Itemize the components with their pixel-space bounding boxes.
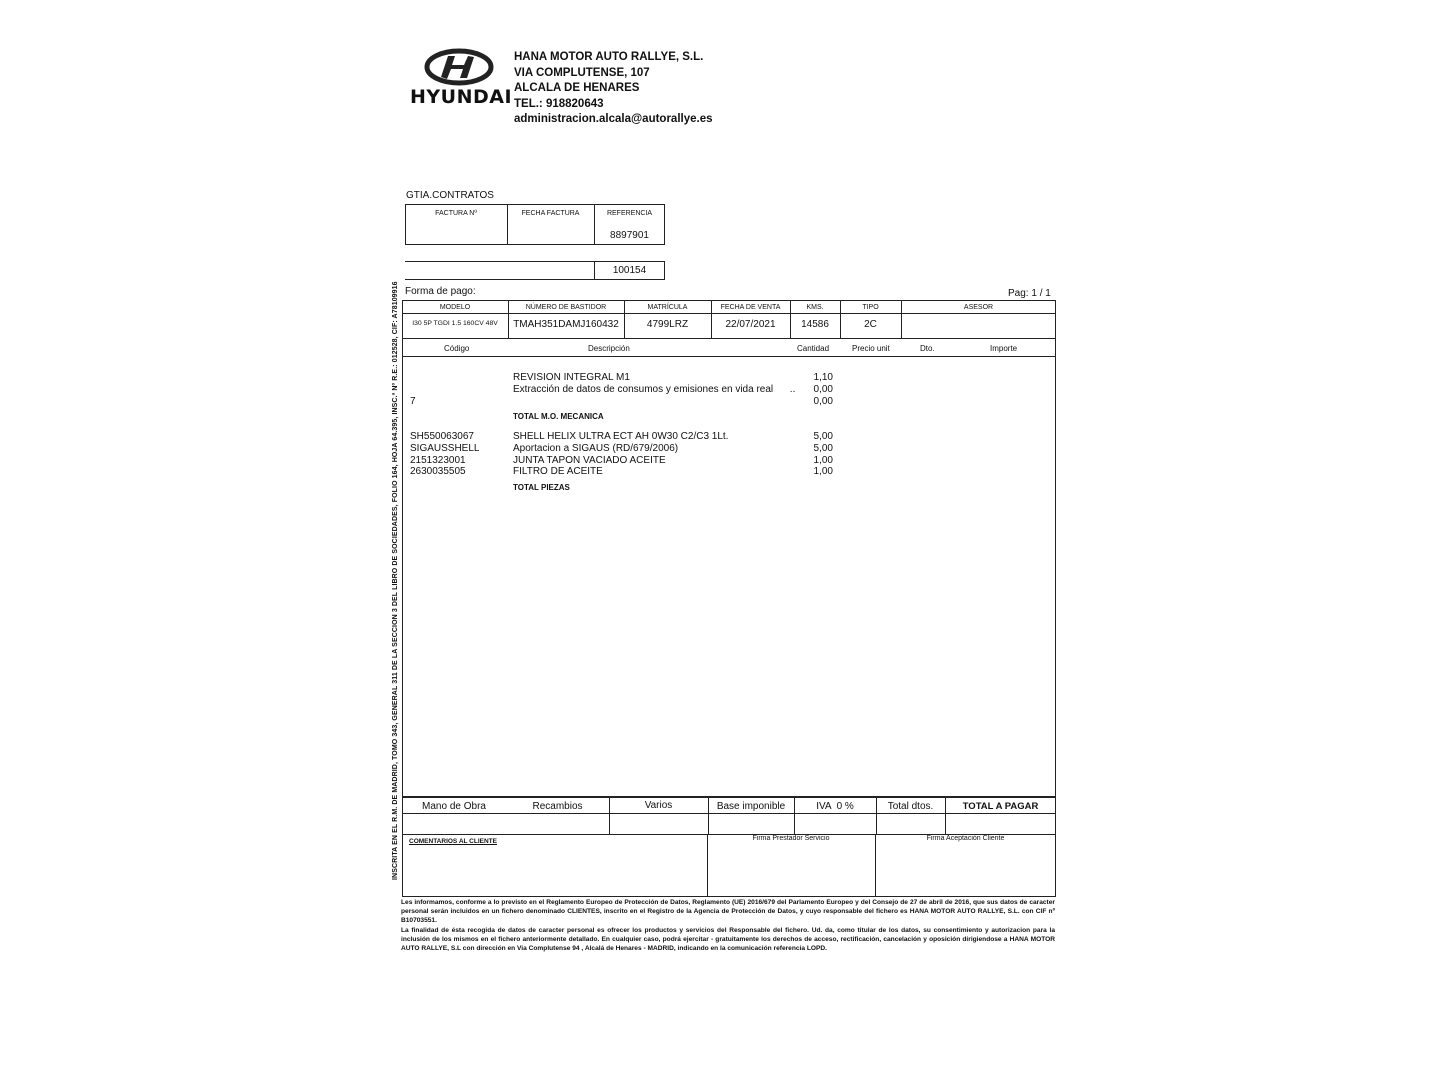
payment-label: Forma de pago: [405, 286, 476, 297]
model-value: I30 5P TGDI 1.5 160CV 48V [412, 320, 498, 327]
line-description: REVISION INTEGRAL M1 [513, 372, 630, 383]
line-code: SIGAUSSHELL [410, 443, 480, 454]
legal-paragraph-1: Les informamos, conforme a lo previsto en el Reglamento Europeo de Protección de Datos, Reglamento (UE) 2016/679 del Parlamento Europeo y del Consejo de 27 de abril de 2016, que sus datos de caracter personal serán incluidos en un fichero denominado CLIENTES, inscrito en el Registro de la Agencia de Protección de Datos, y cuyo responsable del fichero es HANA MOTOR AUTO RALLYE, S.L. con CIF nº B10703551. [401, 899, 1055, 925]
code-col-header: Código [444, 344, 470, 353]
line-quantity: 0,00 [813, 396, 833, 407]
model-label: MODELO [439, 304, 471, 311]
registry-side-text: INSCRITA EN EL R.M. DE MADRID, TOMO 343, GENERAL 311 DE LA SECCION 3 DEL LIBRO DE SOCIEDADES, FOLIO 164, HOJA 64.395, INSC.ª Nº R.E.: 012528, CIF: A78109916 [392, 281, 399, 880]
line-description: Extracción de datos de consumos y emisiones en vida real .. [513, 384, 796, 395]
subtotal-label: TOTAL PIEZAS [513, 483, 570, 492]
parts-total-label: Recambios [532, 801, 583, 812]
line-quantity: 1,10 [813, 372, 833, 383]
document-type: GTIA.CONTRATOS [406, 190, 494, 201]
legal-paragraph-2: La finalidad de ésta recogida de datos de caracter personal es ofrecer los productos y servicios del Responsable del fichero. Ud. da, como titular de los datos, su consentimiento y autorizacion para la inclusión de los mismos en el fichero anteriormente detallado. En cualquier caso, podrá ejercitar - gratuitamente los derechos de acceso, rectificación, cancelación y oposición dirigiendose a HANA MOTOR AUTO RALLYE, S.L con dirección en Via Complutense 94 , Alcalá de Henares - MADRID, indicando en la comunicación referencia LOPD. [401, 926, 1055, 953]
sale-date-label: FECHA DE VENTA [720, 304, 781, 311]
company-address: VIA COMPLUTENSE, 107 [514, 66, 650, 79]
plate-label: MATRÍCULA [647, 304, 688, 311]
line-quantity: 1,00 [813, 455, 833, 466]
company-info [514, 50, 713, 128]
type-label: TIPO [862, 304, 879, 311]
line-quantity: 5,00 [813, 431, 833, 442]
page-number: Pag: 1 / 1 [1008, 288, 1051, 299]
company-city: ALCALA DE HENARES [514, 82, 640, 94]
amount-col-header: Importe [990, 344, 1018, 353]
line-description: JUNTA TAPON VACIADO ACEITE [513, 455, 666, 466]
plate-value: 4799LRZ [646, 319, 689, 330]
company-name: HANA MOTOR AUTO RALLYE, S.L. [514, 51, 704, 63]
client-signature-label: Firma Aceptación Cliente [926, 835, 1005, 842]
line-code: 2151323001 [410, 455, 466, 466]
service-signature-label: Firma Prestador Servicio [752, 835, 830, 842]
discount-total-label: Total dtos. [887, 801, 934, 812]
misc-total-label: Varios [644, 800, 673, 811]
line-code: SH550063067 [410, 431, 474, 442]
line-description: Aportacion a SIGAUS (RD/679/2006) [513, 443, 679, 454]
line-code: 7 [410, 396, 416, 407]
kms-label: KMS. [806, 304, 824, 311]
vin-value: TMAH351DAMJ160432 [513, 319, 619, 330]
line-quantity: 1,00 [813, 466, 833, 477]
main-frame [402, 300, 1056, 797]
invoice-date-label: FECHA FACTURA [521, 210, 580, 217]
description-col-header: Descripción [588, 344, 630, 353]
reference-label: REFERENCIA [606, 210, 653, 217]
unit-price-col-header: Precio unit [852, 344, 890, 353]
line-description: SHELL HELIX ULTRA ECT AH 0W30 C2/C3 1Lt. [513, 431, 729, 442]
line-quantity: 5,00 [813, 443, 833, 454]
company-phone: TEL.: 918820643 [514, 97, 604, 110]
kms-value: 14586 [801, 319, 829, 330]
vat-label: IVA 0 % [816, 801, 854, 812]
labor-total-label: Mano de Obra [422, 801, 486, 812]
line-code: 2630035505 [410, 466, 466, 477]
brand-name: HYUNDAI [410, 86, 513, 108]
vin-label: NÚMERO DE BASTIDOR [525, 304, 607, 311]
comments-label: COMENTARIOS AL CLIENTE [409, 838, 497, 845]
company-email: administracion.alcala@autorallye.es [514, 113, 713, 125]
reference-value: 8897901 [610, 230, 649, 241]
invoice-number-label: FACTURA Nº [435, 210, 477, 217]
tax-base-label: Base imponible [716, 801, 786, 812]
advisor-label: ASESOR [963, 304, 994, 311]
sale-date-value: 22/07/2021 [725, 319, 776, 330]
client-number: 100154 [612, 265, 647, 276]
quantity-col-header: Cantidad [797, 344, 830, 353]
subtotal-label: TOTAL M.O. MECANICA [513, 412, 604, 421]
legal-notice [401, 898, 1055, 953]
footer-box [402, 834, 1056, 897]
line-quantity: 0,00 [813, 384, 833, 395]
amount-due-label: TOTAL A PAGAR [962, 801, 1039, 812]
line-description: FILTRO DE ACEITE [513, 466, 603, 477]
discount-col-header: Dto. [920, 344, 935, 353]
type-value: 2C [864, 319, 877, 330]
